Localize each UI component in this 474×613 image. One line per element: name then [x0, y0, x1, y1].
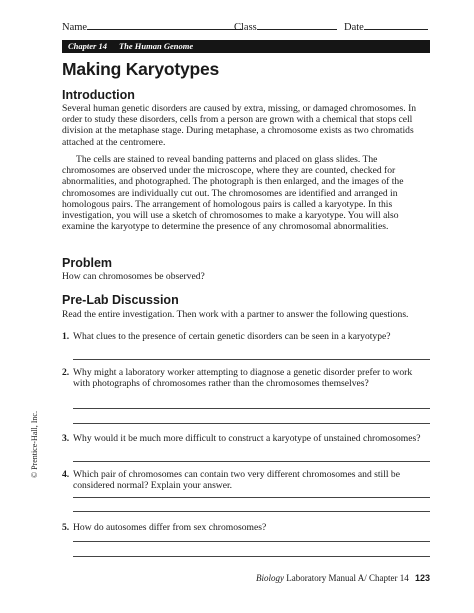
page-number: 123: [414, 573, 430, 583]
name-blank[interactable]: [87, 20, 242, 30]
question-number: 5.: [62, 522, 70, 533]
question-number: 1.: [62, 331, 70, 342]
answer-line[interactable]: [73, 359, 430, 360]
chapter-bar: [62, 40, 430, 53]
prelab-heading: Pre-Lab Discussion: [62, 293, 179, 307]
name-field[interactable]: [62, 20, 242, 33]
question-number: 4.: [62, 469, 70, 480]
answer-line[interactable]: [73, 423, 430, 424]
page-title: Making Karyotypes: [62, 59, 220, 79]
prelab-intro: Read the entire investigation. Then work with a partner to answer the following questions.: [62, 309, 409, 320]
question-number: 2.: [62, 367, 70, 378]
footer-manual-label: Laboratory Manual A/ Chapter 14: [286, 573, 409, 583]
answer-line[interactable]: [73, 541, 430, 542]
page-footer: [256, 573, 430, 583]
class-blank[interactable]: [257, 20, 337, 30]
name-label: Name: [62, 22, 88, 33]
introduction-heading: Introduction: [62, 88, 135, 102]
question-2: [62, 367, 430, 389]
footer-book-title: Biology: [256, 573, 284, 583]
chapter-number: Chapter 14: [68, 41, 107, 51]
copyright-notice: © Prentice-Hall, Inc.: [30, 411, 39, 478]
class-field[interactable]: [234, 20, 337, 33]
date-blank[interactable]: [364, 20, 428, 30]
answer-line[interactable]: [73, 497, 430, 498]
answer-line[interactable]: [73, 511, 430, 512]
question-number: 3.: [62, 433, 70, 444]
answer-line[interactable]: [73, 556, 430, 557]
chapter-title: The Human Genome: [118, 41, 194, 51]
date-label: Date: [344, 22, 364, 33]
question-3: [62, 433, 430, 444]
question-4: [62, 469, 430, 491]
class-label: Class: [234, 22, 257, 33]
question-text: What clues to the presence of certain genetic disorders can be seen in a karyotype?: [73, 331, 391, 342]
problem-text: How can chromosomes be observed?: [62, 271, 205, 282]
question-text: How do autosomes differ from sex chromosomes?: [73, 522, 267, 533]
date-field[interactable]: [344, 20, 428, 33]
answer-line[interactable]: [73, 408, 430, 409]
question-text: Which pair of chromosomes can contain two very different chromosomes and still be considered normal? Explain your answer.: [73, 469, 400, 492]
answer-line[interactable]: [73, 461, 430, 462]
problem-heading: Problem: [62, 256, 113, 270]
student-info-header: [62, 20, 430, 34]
question-text: Why would it be much more difficult to construct a karyotype of unstained chromosomes?: [73, 433, 421, 444]
question-5: [62, 522, 430, 533]
question-1: [62, 331, 430, 342]
question-text: Why might a laboratory worker attempting to diagnose a genetic disorder prefer to work with photographs of chromosomes rather than the chromosomes themselves?: [73, 367, 413, 390]
introduction-paragraph-2: The cells are stained to reveal banding patterns and placed on glass slides. The chromosomes are observed under the microscope, where they are counted, checked for abnormalities, and photographed. The photograph is then enlarged, and the images of the chromosomes are individually cut out. The chromosomes are identified and arranged in homologous pairs. The arrangement of homologous pairs is called a karyotype. In this investigation, you will use a sketch of chromosomes to make a karyotype. You will also examine the karyotype to determine the presence of any chromosomal abnormalities.: [62, 154, 404, 233]
introduction-paragraph-1: Several human genetic disorders are caused by extra, missing, or damaged chromosomes. In order to study these disorders, cells from a person are grown with a chemical that stops cell division at the metaphase stage. During metaphase, a chromosome exists as two chromatids attached at the centromere.: [62, 103, 417, 148]
